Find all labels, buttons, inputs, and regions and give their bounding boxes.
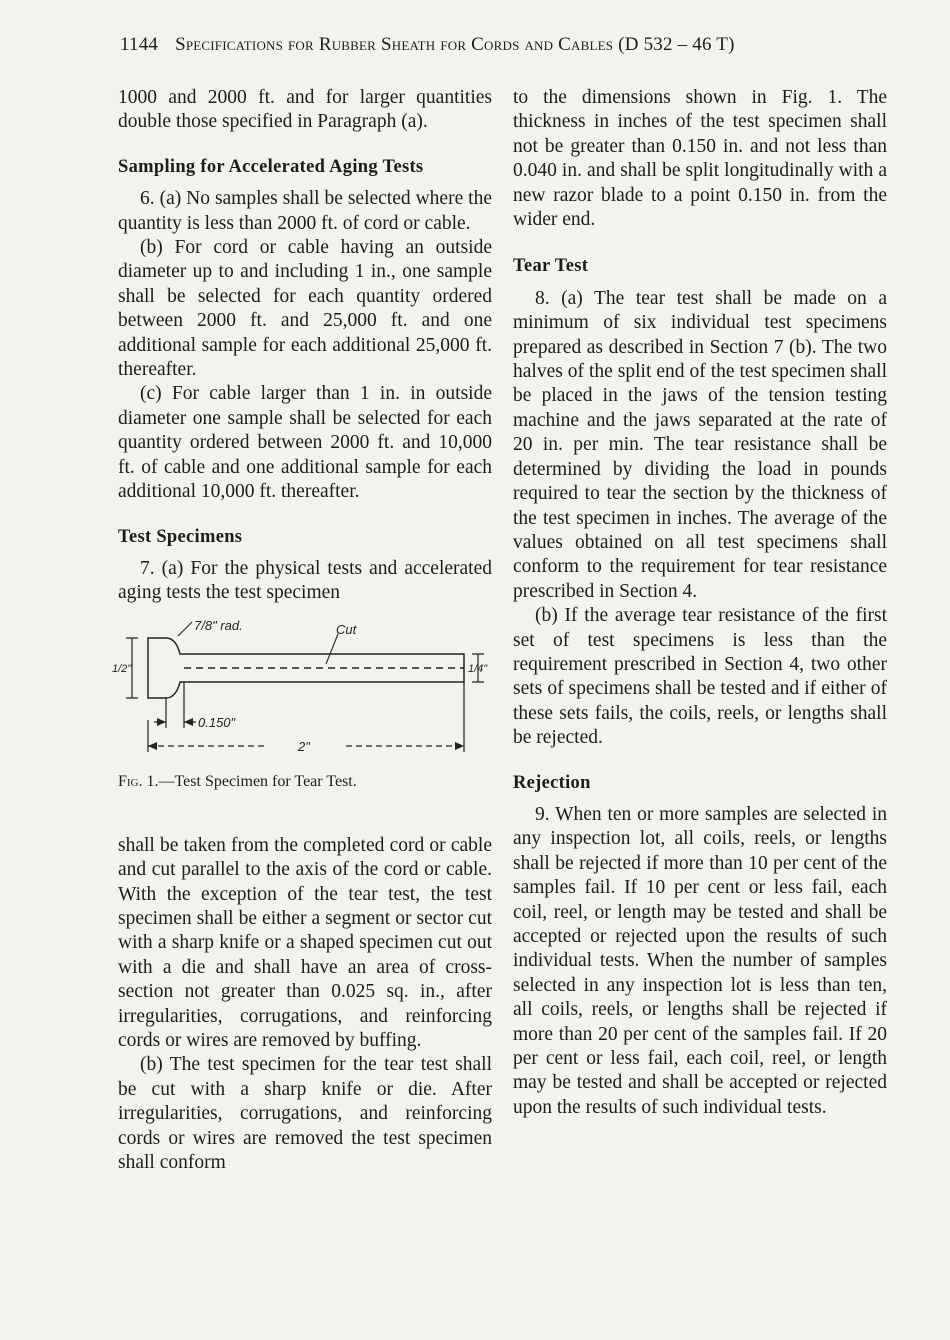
paragraph-9: 9. When ten or more samples are selected in any inspection lot, all coils, reels, or lengths shall be rejected if more than 10 per cent of the samples fail. If 10 per cent or less fail, each coil, reel, or length may be tested and shall be accepted or rejected upon the results of such individual tests. When the number of samples selected in any inspection lot is less than ten, all coils, reels, or lengths shall be rejected if more than 20 per cent of the samples fail. If 20 per cent or less fail, each coil, reel, or length may be tested and shall be accepted or rejected upon the results of such individual tests. bbox=[513, 803, 887, 1118]
specimen-diagram bbox=[112, 617, 492, 792]
figure-tear-specimen bbox=[112, 617, 492, 816]
paragraph-6c: (c) For cable larger than 1 in. in outside diameter one sample shall be selected for each quantity ordered between 2000 ft. and 10,000 ft. of cable and one additional sample for each additional 10,000 ft. thereafter. bbox=[118, 383, 492, 503]
left-column bbox=[112, 86, 492, 1175]
running-title: Specifications for Rubber Sheath for Cords and Cables (D 532 – 46 T) bbox=[175, 34, 735, 55]
label-length: 2" bbox=[298, 738, 310, 754]
paragraph-7b: (b) The test specimen for the tear test shall be cut with a sharp knife or die. After irregularities, corrugations, and reinforcing cords or wires are removed the test specimen shall conform bbox=[118, 1054, 492, 1173]
cut-leader bbox=[326, 634, 338, 664]
paragraph-6b: (b) For cord or cable having an outside diameter up to and including 1 in., one sample shall be selected for each quantity ordered between 2000 ft. and 25,000 ft. and one additional sample for each additional 25,000 ft. thereafter. bbox=[118, 237, 492, 381]
paragraph-7a-start: 7. (a) For the physical tests and accelerated aging tests the test specimen bbox=[118, 557, 492, 604]
paragraph-7b-continued: to the dimensions shown in Fig. 1. The thickness in inches of the test specimen shall not be greater than 0.150 in. and not less than 0.040 in. and shall be split longitudinally with a new razor blade to a point 0.150 in. from the wider end. bbox=[513, 87, 887, 231]
label-height: 1/2" bbox=[112, 662, 132, 675]
heading-test-specimens: Test Specimens bbox=[118, 526, 243, 547]
rad-leader bbox=[178, 622, 192, 636]
dim-offset-line bbox=[166, 682, 184, 728]
paragraph-7a-continued: shall be taken from the completed cord or cable and cut parallel to the axis of the cord or cable. With the exception of the tear test, the test specimen shall be either a segment or sector cut with a sharp knife or a shaped specimen cut out with a die and shall have an area of cross-section not greater than 0.025 sq. in., after irregularities, corrugations, and reinforcing cords or wires are removed by buffing. bbox=[118, 834, 492, 1051]
paragraph-8b: (b) If the average tear resistance of the first set of test specimens is less than the requirement prescribed in Section 4, two other sets of specimens shall be tested and if either of these sets fails, the coils, reels, or lengths shall be rejected. bbox=[513, 605, 887, 749]
heading-sampling-aging: Sampling for Accelerated Aging Tests bbox=[118, 156, 424, 177]
label-rad: 7/8" rad. bbox=[194, 617, 243, 633]
right-column bbox=[513, 86, 887, 1120]
page-header bbox=[120, 34, 900, 64]
paragraph-continued: 1000 and 2000 ft. and for larger quantities double those specified in Paragraph (a). bbox=[118, 87, 492, 133]
figure-caption-text: —Test Specimen for Tear Test. bbox=[158, 772, 357, 790]
label-offset: 0.150" bbox=[198, 714, 236, 730]
label-narrow: 1/4" bbox=[468, 662, 488, 675]
heading-rejection: Rejection bbox=[513, 772, 591, 793]
paragraph-6a: 6. (a) No samples shall be selected where the quantity is less than 2000 ft. of cord or cable. bbox=[118, 188, 492, 234]
paragraph-8a: 8. (a) The tear test shall be made on a minimum of six individual test specimens prepared as described in Section 7 (b). The two halves of the split end of the test specimen shall be placed in the jaws of the tension testing machine and the jaws separated at the rate of 20 in. per min. The tear resistance shall be determined by dividing the load in pounds required to tear the section by the thickness of the test specimen in inches. The average of the values obtained on all test specimens shall conform to the requirement for tear resistance prescribed in Section 4. bbox=[513, 287, 887, 602]
figure-caption bbox=[118, 772, 492, 792]
figure-caption-prefix: Fig. 1. bbox=[118, 772, 159, 790]
heading-tear-test: Tear Test bbox=[513, 256, 589, 277]
label-cut: Cut bbox=[336, 621, 357, 637]
page-number: 1144 bbox=[120, 34, 159, 55]
